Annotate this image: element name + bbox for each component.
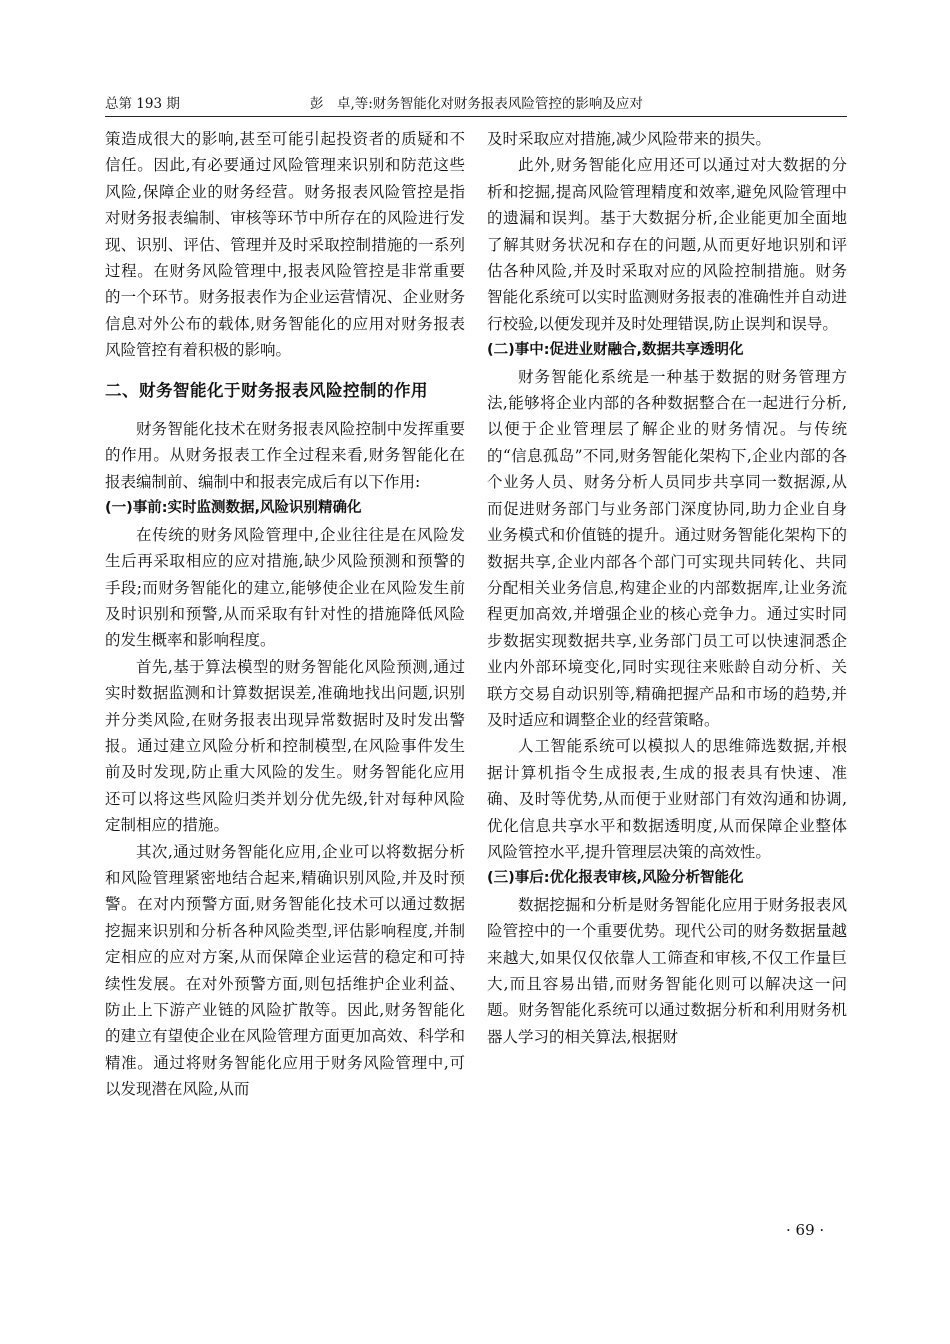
paragraph: 策造成很大的影响,甚至可能引起投资者的质疑和不信任。因此,有必要通过风险管理来识别和防范这些风险,保障企业的财务经营。财务报表风险管控是指对财务报表编制、审核等环节中所存在的风险进行发现、识别、评估、管理并及时采取控制措施的一系列过程。在财务风险管理中,报表风险管控是非常重要的一个环节。财务报表作为企业运营情况、企业财务信息对外公布的载体,财务智能化的应用对财务报表风险管控有着积极的影响。 [105, 130, 465, 360]
paragraph: 数据挖掘和分析是财务智能化应用于财务报表风险管控中的一个重要优势。现代公司的财务数据量越来越大,如果仅仅依靠人工筛查和审核,不仅工作量巨大,而且容易出错,而财务智能化则可以解决这一问题。财务智能化系统可以通过数据分析和利用财务机器人学习的相关算法,根据财 [487, 895, 847, 1046]
subsection-heading: (三)事后:优化报表审核,风险分析智能化 [487, 870, 744, 887]
paragraph: 此外,财务智能化应用还可以通过对大数据的分析和挖掘,提高风险管理精度和效率,避免风险管理中的遗漏和误判。基于大数据分析,企业能更加全面地了解其财务状况和存在的问题,从而更好地识别和评估各种风险,并及时采取对应的风险控制措施。财务智能化系统可以实时监测财务报表的准确性并自动进行校验,以便发现并及时处理错误,防止误判和误导。 [487, 156, 847, 333]
header-rule [105, 116, 847, 117]
running-title: 彭 卓,等:财务智能化对财务报表风险管控的影响及应对 [310, 96, 643, 112]
left-column [105, 126, 465, 1103]
paragraph: 人工智能系统可以模拟人的思维筛选数据,并根据计算机指令生成报表,生成的报表具有快速、准确、及时等优势,从而便于业财部门有效沟通和协调,优化信息共享水平和数据透明度,从而保障企业整体风险管控水平,提升管理层决策的高效性。 [487, 737, 847, 861]
paragraph: 首先,基于算法模型的财务智能化风险预测,通过实时数据监测和计算数据误差,准确地找出问题,识别并分类风险,在财务报表出现异常数据时及时发出警报。通过建立风险分析和控制模型,在风险事件发生前及时发现,防止重大风险的发生。财务智能化应用还可以将这些风险归类并划分优先级,针对每种风险定制相应的措施。 [105, 657, 465, 835]
issue-number: 总第 193 期 [105, 96, 180, 112]
section-heading: 二、财务智能化于财务报表风险控制的作用 [105, 380, 428, 400]
right-column [487, 126, 847, 1050]
running-header [105, 92, 847, 114]
subsection-heading: (一)事前:实时监测数据,风险识别精确化 [105, 500, 362, 517]
page-number: · 69 · [786, 1221, 825, 1239]
paragraph: 在传统的财务风险管理中,企业往往是在风险发生后再采取相应的应对措施,缺少风险预测和预警的手段;而财务智能化的建立,能够使企业在风险发生前及时识别和预警,从而采取有针对性的措施降低风险的发生概率和影响程度。 [105, 525, 465, 650]
paragraph: 财务智能化系统是一种基于数据的财务管理方法,能够将企业内部的各种数据整合在一起进行分析,以便于企业管理层了解企业的财务情况。与传统的“信息孤岛”不同,财务智能化架构下,企业内部的各个业务人员、财务分析人员同步共享同一数据源,从而促进财务部门与业务部门深度协同,助力企业自身业务模式和价值链的提升。通过财务智能化架构下的数据共享,企业内部各个部门可实现共同转化、共同分配相关业务信息,构建企业的内部数据库,让业务流程更加高效,并增强企业的核心竞争力。通过实时同步数据实现数据共享,业务部门员工可以快速洞悉企业内外部环境变化,同时实现往来账龄自动分析、关联方交易自动识别等,精确把握产品和市场的趋势,并及时适应和调整企业的经营策略。 [487, 367, 847, 729]
paragraph: 其次,通过财务智能化应用,企业可以将数据分析和风险管理紧密地结合起来,精确识别风险,并及时预警。在对内预警方面,财务智能化技术可以通过数据挖掘来识别和分析各种风险类型,评估影响程度,并制定相应的应对方案,从而保障企业运营的稳定和可持续性发展。在对外预警方面,则包括维护企业利益、防止上下游产业链的风险扩散等。因此,财务智能化的建立有望使企业在风险管理方面更加高效、科学和精准。通过将财务智能化应用于财务风险管理中,可以发现潜在风险,从而 [105, 842, 465, 1099]
subsection-heading: (二)事中:促进业财融合,数据共享透明化 [487, 342, 744, 359]
paragraph: 财务智能化技术在财务报表风险控制中发挥重要的作用。从财务报表工作全过程来看,财务智能化在报表编制前、编制中和报表完成后有以下作用: [105, 420, 465, 491]
paragraph: 及时采取应对措施,减少风险带来的损失。 [487, 130, 771, 148]
